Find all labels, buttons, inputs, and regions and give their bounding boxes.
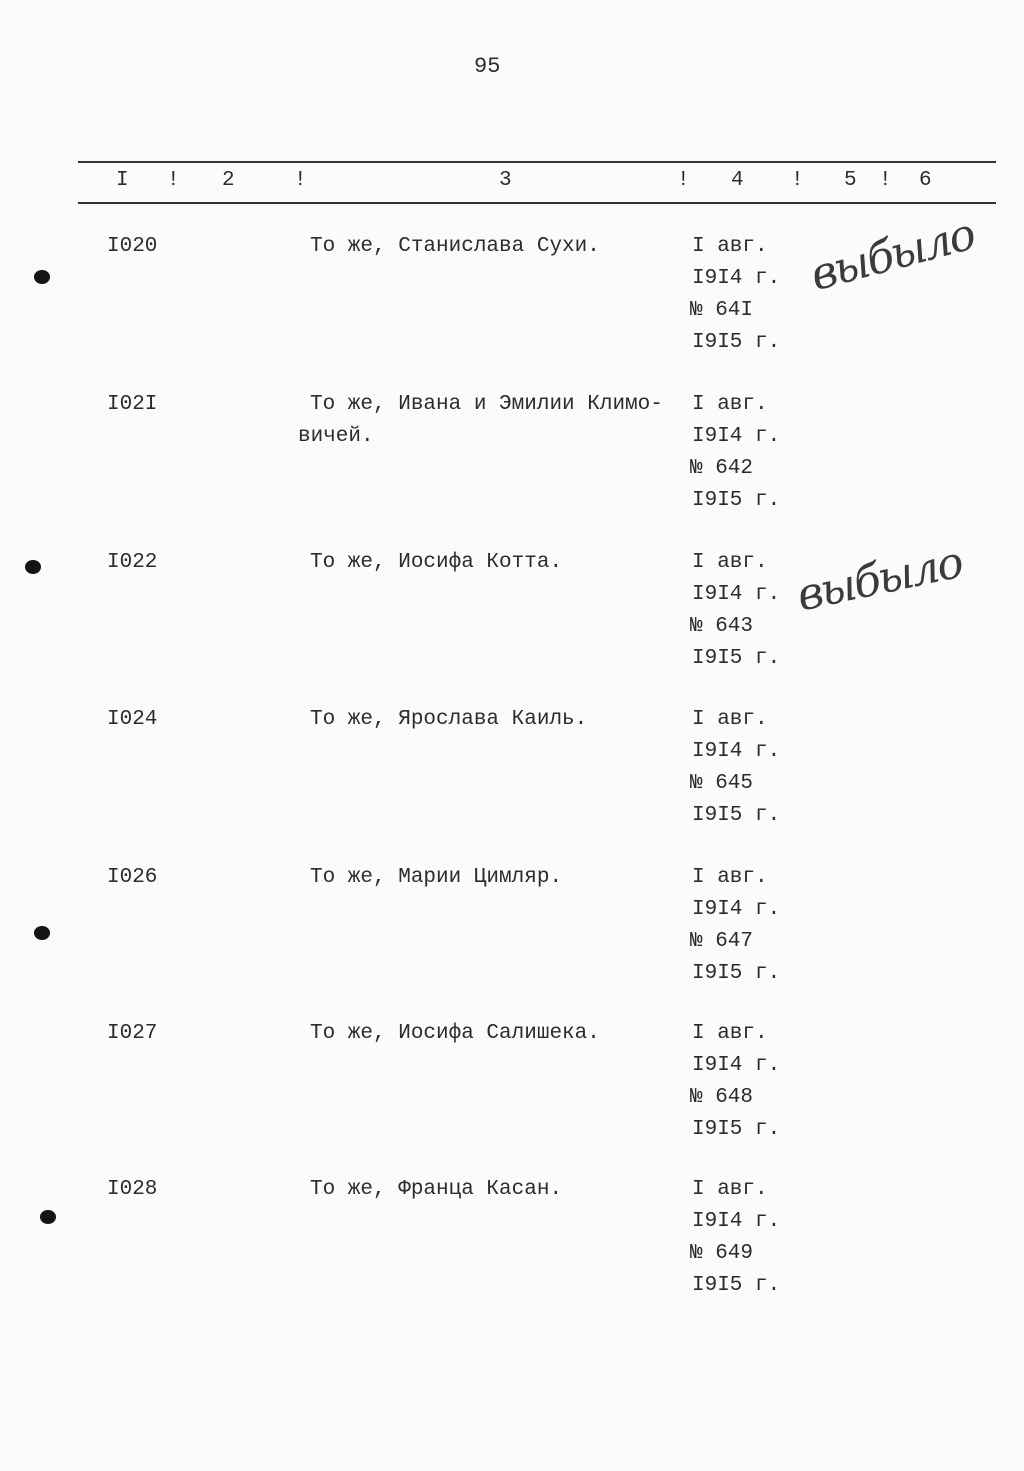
- entry-col4-line: № 648: [690, 1086, 754, 1109]
- entry-col4-line: № 649: [690, 1242, 754, 1265]
- entry-number: I028: [107, 1178, 158, 1201]
- entry-col4-line: I9I5 г.: [692, 489, 781, 512]
- register-entry: [0, 704, 1024, 834]
- entry-col4-line: I авг.: [692, 235, 768, 258]
- entry-col4-line: I9I5 г.: [692, 804, 781, 827]
- register-entry: [0, 536, 1024, 677]
- header-col-4: 4: [731, 169, 744, 192]
- header-separator: !: [879, 169, 892, 192]
- entry-number: I020: [107, 235, 158, 258]
- entry-col4-line: I9I4 г.: [692, 898, 781, 921]
- entry-number: I02I: [107, 393, 158, 416]
- entry-description-line: То же, Ярослава Каиль.: [310, 708, 588, 731]
- entry-description-line: То же, Станислава Сухи.: [310, 235, 600, 258]
- entry-col4-line: № 64I: [690, 299, 754, 322]
- entry-col4-line: I9I4 г.: [692, 740, 781, 763]
- handwritten-note: выбыло: [805, 208, 980, 302]
- header-separator: !: [791, 169, 804, 192]
- register-entry: [0, 862, 1024, 992]
- entry-description-line: То же, Франца Касан.: [310, 1178, 563, 1201]
- header-col-2: 2: [222, 169, 235, 192]
- entry-col4-line: I9I4 г.: [692, 267, 781, 290]
- entry-col4-line: I авг.: [692, 551, 768, 574]
- header-separator: !: [294, 169, 307, 192]
- entry-description-line: То же, Иосифа Котта.: [310, 551, 563, 574]
- entry-col4-line: I9I5 г.: [692, 331, 781, 354]
- entry-col4-line: № 643: [690, 615, 754, 638]
- handwritten-note: выбыло: [792, 536, 967, 622]
- entry-description-line: То же, Иосифа Салишека.: [310, 1022, 600, 1045]
- entry-col4-line: I9I4 г.: [692, 425, 781, 448]
- header-separator: !: [167, 169, 180, 192]
- entry-number: I024: [107, 708, 158, 731]
- register-entry: [0, 208, 1024, 361]
- entry-col4-line: I9I5 г.: [692, 1118, 781, 1141]
- entry-col4-line: I авг.: [692, 708, 768, 731]
- entry-number: I022: [107, 551, 158, 574]
- header-col-5: 5: [844, 169, 857, 192]
- entry-col4-line: № 647: [690, 930, 754, 953]
- entry-col4-line: I9I5 г.: [692, 1274, 781, 1297]
- entry-col4-line: № 642: [690, 457, 754, 480]
- entry-number: I026: [107, 866, 158, 889]
- entry-col4-line: № 645: [690, 772, 754, 795]
- entry-col4-line: I9I5 г.: [692, 647, 781, 670]
- entry-col4-line: I авг.: [692, 866, 768, 889]
- entry-number: I027: [107, 1022, 158, 1045]
- entry-col4-line: I9I4 г.: [692, 1210, 781, 1233]
- entry-description-line: То же, Марии Цимляр.: [310, 866, 563, 889]
- entry-col4-line: I9I5 г.: [692, 962, 781, 985]
- page-number: 95: [474, 54, 501, 79]
- entry-col4-line: I авг.: [692, 1178, 768, 1201]
- register-entry: [0, 1174, 1024, 1304]
- entry-col4-line: I авг.: [692, 393, 768, 416]
- header-bottom-rule: [78, 202, 996, 204]
- header-col-6: 6: [919, 169, 932, 192]
- entry-description-line: вичей.: [298, 425, 374, 448]
- entry-col4-line: I авг.: [692, 1022, 768, 1045]
- register-entry: [0, 389, 1024, 519]
- header-separator: !: [677, 169, 690, 192]
- header-col-3: 3: [499, 169, 512, 192]
- entry-col4-line: I9I4 г.: [692, 583, 781, 606]
- header-top-rule: [78, 161, 996, 163]
- entry-col4-line: I9I4 г.: [692, 1054, 781, 1077]
- header-col-1: I: [116, 169, 129, 192]
- register-entry: [0, 1018, 1024, 1148]
- entry-description-line: То же, Ивана и Эмилии Климо-: [310, 393, 663, 416]
